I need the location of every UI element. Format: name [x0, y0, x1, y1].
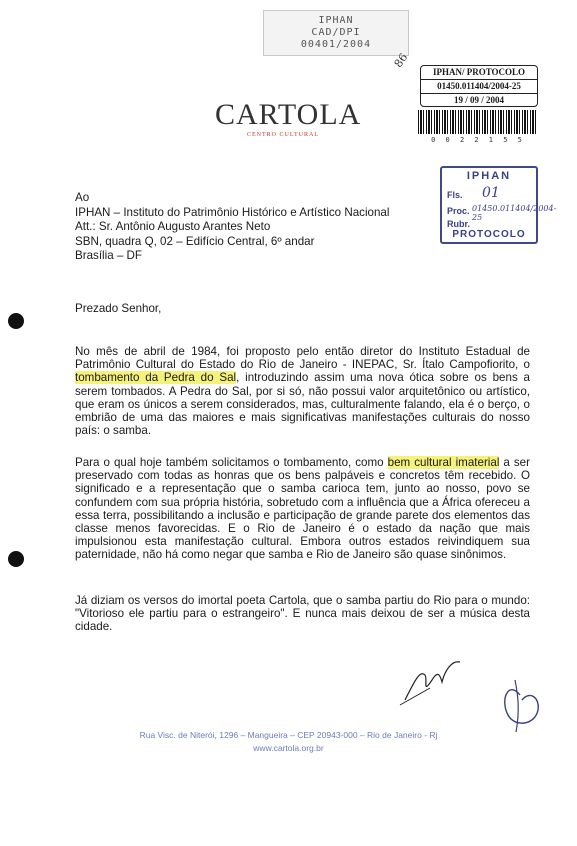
protocol-number: 01450.011404/2004-25	[421, 80, 537, 94]
stamp-line-3: 00401/2004	[300, 39, 372, 50]
fls-value: 01	[482, 185, 500, 201]
iphan-protocol-box	[440, 166, 557, 244]
highlight-pedra-do-sal: tombamento da Pedra do Sal	[75, 371, 237, 385]
highlight-bem-cultural-imaterial: bem cultural imaterial	[387, 456, 500, 469]
iphan-box-title: IPHAN	[466, 170, 512, 182]
paragraph-2	[75, 456, 530, 562]
handwritten-signature	[390, 640, 550, 740]
protocol-title: IPHAN/ PROTOCOLO	[421, 66, 537, 80]
proc-label: Proc.	[447, 206, 470, 216]
address-line-2: IPHAN – Instituto do Patrimônio Histórico e Artístico Nacional	[75, 205, 390, 219]
recipient-address	[75, 191, 389, 264]
barcode-number: 0 0 2 2 1 5 5	[431, 136, 525, 144]
greeting: Prezado Senhor,	[75, 302, 162, 315]
stamp-line-2: CAD/DPI	[311, 27, 361, 38]
handwritten-number: 86	[391, 51, 411, 70]
address-line-4: SBN, quadra Q, 02 – Edifício Central, 6º andar	[75, 234, 315, 248]
punch-hole	[8, 313, 24, 329]
fls-label: Fls.	[447, 190, 463, 200]
protocol-date: 19 / 09 / 2004	[453, 95, 504, 105]
punch-hole	[8, 551, 24, 567]
iphan-cad-stamp	[263, 10, 409, 56]
protocol-stamp	[420, 65, 538, 107]
footer-website: www.cartola.org.br	[253, 743, 324, 753]
logo-text: CARTOLA	[215, 98, 362, 131]
address-line-1: Ao	[75, 191, 90, 204]
paragraph-2-text-b: a ser preservado com todas as honras que os bens palpáveis e concretos têm recebido. O significado e a representação que o samba carioca tem, junto ao nosso, povo se confundem com sua própria história, sobretudo com a influência que a África ofereceu a essa terra, possibilitando a inclusão e participação de grande parete dos elementos das classe menos favorecidas. E o Rio de Janeiro é o estado da nação que mais impulsionou esta manifestação cultural. Embora outros estados reivindiquem sua paternidade, não há como negar que samba e Rio de Janeiro são quase sinônimos.	[75, 456, 530, 562]
paragraph-1-text-b: , introduzindo assim uma nova ótica sobre os bens a serem tombados. A Pedra do Sal, por si só, não possui valor arquitetônico ou artístico, que eram os únicos a serem considerados, mas, culturalmente falando, ela é o berço, o embrião de uma das maiores e mais significativas manifestações culturais do nosso país: o samba.	[75, 371, 530, 438]
iphan-box-footer: PROTOCOLO	[452, 229, 526, 240]
footer-address: Rua Visc. de Niterói, 1296 – Mangueira – CEP 20943-000 – Rio de Janeiro - Rj	[139, 730, 438, 740]
rubr-label: Rubr.	[447, 219, 471, 229]
cartola-logo	[215, 98, 361, 132]
paragraph-1	[75, 345, 530, 437]
address-line-5: Brasília – DF	[75, 249, 143, 262]
address-line-3: Att.: Sr. Antônio Augusto Arantes Neto	[75, 220, 271, 233]
proc-value: 01450.011404/2004-25	[472, 204, 557, 222]
stamp-line-1: IPHAN	[318, 15, 354, 26]
barcode	[418, 110, 538, 134]
paragraph-1-text-a: No mês de abril de 1984, foi proposto pelo então diretor do Instituto Estadual de Patrimônio Cultural do Estado do Rio de Janeiro - INEPAC, Sr. Ítalo Campofiorito, o	[75, 345, 530, 372]
paragraph-2-text-a: Para o qual hoje também solicitamos o tombamento, como	[75, 456, 388, 469]
logo-subtitle: CENTRO CULTURAL	[247, 132, 319, 138]
paragraph-3: Já diziam os versos do imortal poeta Cartola, que o samba partiu do Rio para o mundo: "Vitorioso ele partiu para o estrangeiro". E nunca mais deixou de ser a música desta cidade.	[75, 594, 530, 634]
